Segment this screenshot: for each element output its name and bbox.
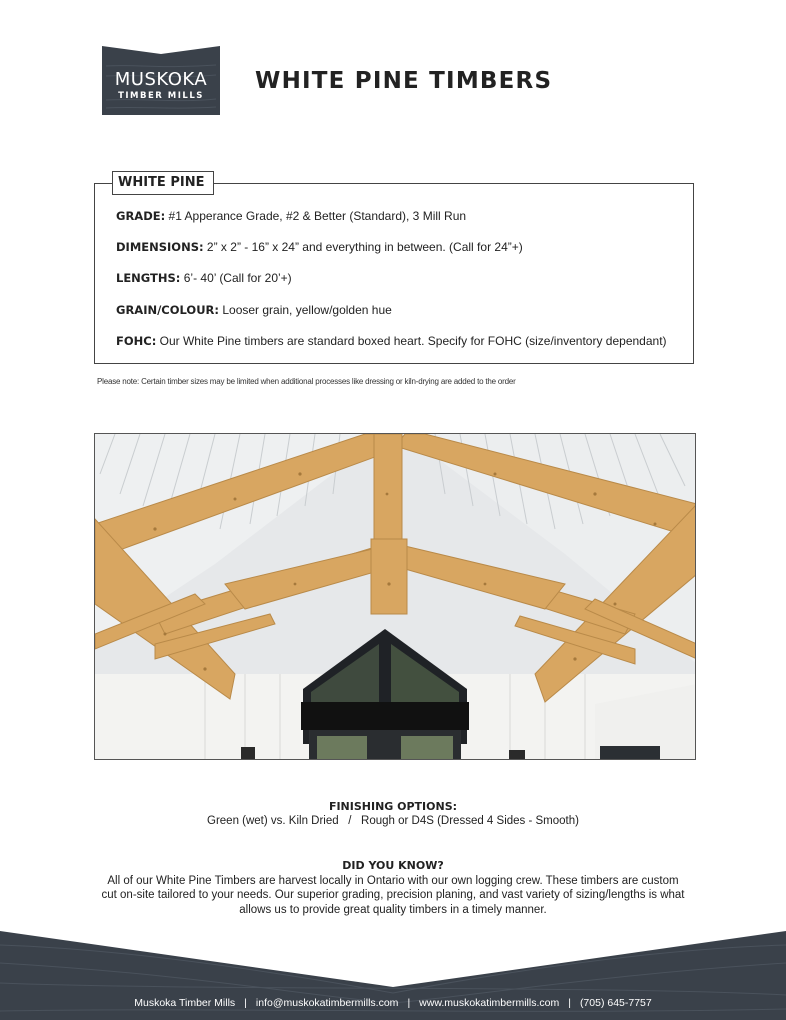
spec-label: GRADE: bbox=[116, 209, 166, 223]
footer-website-link[interactable]: www.muskokatimbermills.com bbox=[419, 997, 560, 1009]
spec-row-lengths bbox=[116, 271, 292, 285]
timber-frame-illustration bbox=[95, 434, 696, 760]
spec-row-dimensions bbox=[116, 240, 523, 254]
spec-value: 6’- 40’ (Call for 20’+) bbox=[180, 271, 292, 285]
logo-wordmark: MUSKOKA bbox=[114, 69, 208, 90]
spec-value: Looser grain, yellow/golden hue bbox=[219, 303, 392, 317]
spec-label: DIMENSIONS: bbox=[116, 240, 204, 254]
availability-note: Please note: Certain timber sizes may be limited when additional processes like dressing or kiln-drying are added to the order bbox=[97, 377, 516, 386]
did-you-know-heading: DID YOU KNOW? bbox=[342, 859, 444, 872]
footer-separator: | bbox=[407, 997, 411, 1009]
page-title: WHITE PINE TIMBERS bbox=[255, 68, 553, 94]
spec-value: #1 Apperance Grade, #2 & Better (Standard), 3 Mill Run bbox=[165, 209, 467, 223]
footer-separator: | bbox=[568, 997, 571, 1009]
spec-row-fohc bbox=[116, 334, 667, 348]
footer-email-link[interactable]: info@muskokatimbermills.com bbox=[255, 997, 399, 1009]
footer-contact-line bbox=[0, 997, 786, 1009]
timber-frame-photo bbox=[94, 433, 696, 760]
logo-subtitle: TIMBER MILLS bbox=[118, 91, 204, 101]
spec-label: LENGTHS: bbox=[116, 271, 181, 285]
did-you-know-line: cut on-site tailored to your needs. Our superior grading, precision planing, and vast variety of sizing/lengths is what bbox=[101, 889, 685, 901]
spec-label: FOHC: bbox=[116, 334, 157, 348]
spec-value: Our White Pine timbers are standard boxed heart. Specify for FOHC (size/inventory dependant) bbox=[156, 334, 667, 348]
spec-row-grain-colour bbox=[116, 303, 392, 317]
spec-value: 2” x 2” - 16” x 24” and everything in between. (Call for 24”+) bbox=[203, 240, 523, 254]
company-logo bbox=[102, 46, 220, 115]
finishing-options-text: Green (wet) vs. Kiln Dried / Rough or D4S (Dressed 4 Sides - Smooth) bbox=[207, 815, 579, 827]
footer bbox=[0, 925, 786, 1020]
finishing-options-heading: FINISHING OPTIONS: bbox=[328, 800, 458, 813]
footer-phone[interactable]: (705) 645-7757 bbox=[579, 997, 652, 1009]
footer-company: Muskoka Timber Mills bbox=[134, 997, 236, 1009]
footer-separator: | bbox=[244, 997, 247, 1009]
spec-label: GRAIN/COLOUR: bbox=[116, 303, 220, 317]
spec-row-grade bbox=[116, 209, 466, 223]
finishing-options-section bbox=[0, 800, 786, 827]
did-you-know-line: allows us to provide great quality timbers in a timely manner. bbox=[239, 903, 547, 916]
spec-heading: WHITE PINE bbox=[112, 171, 214, 195]
did-you-know-line: All of our White Pine Timbers are harvest locally in Ontario with our own logging crew. These timbers are custom bbox=[107, 874, 679, 887]
did-you-know-section bbox=[0, 859, 786, 917]
